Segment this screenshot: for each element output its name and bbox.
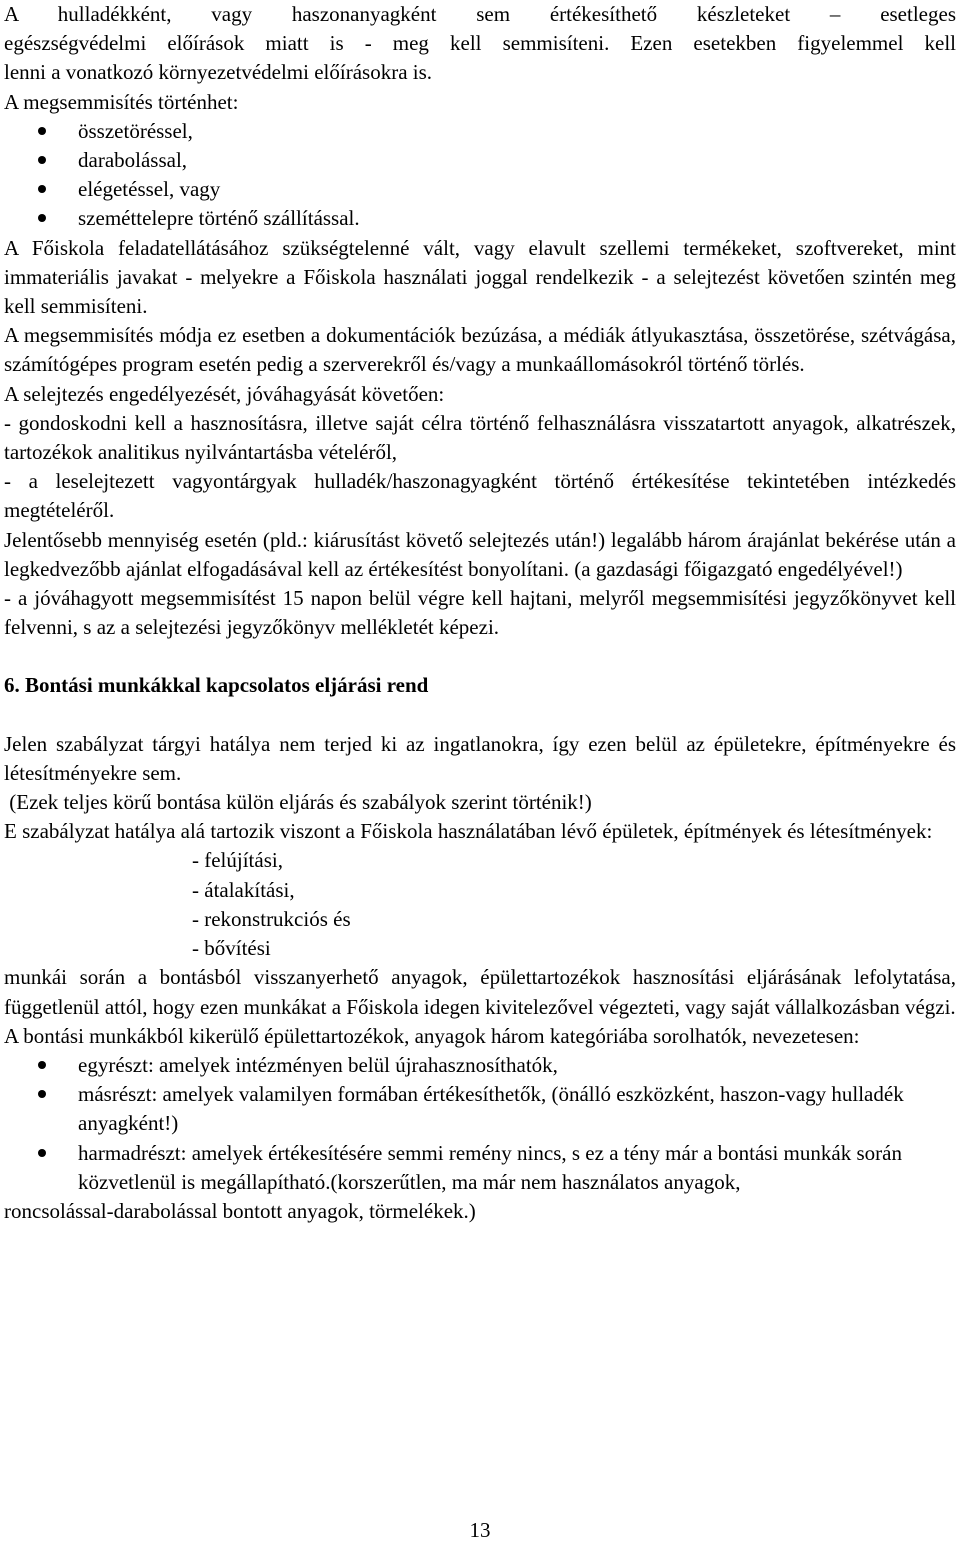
list-item: - bővítési [192,936,271,961]
paragraph-quotes: Jelentősebb mennyiség esetén (pld.: kiárusítást követő selejtezés után!) legalább három árajánlat bekérése után a legkedvezőbb ajánlat elfogadásával kell az értékesítést bonyolítani. (a gazdasági főigazgató engedélyével!) [4,527,956,581]
paragraph-destruction-mode: A megsemmisítés módja ez esetben a dokumentációk bezúzása, a médiák átlyukasztása, összetörése, szétvágása, számítógépes program esetén pedig a szerverekről és/vagy a munkaállomásokról történő törlés. [4,323,956,377]
paragraph-after-approval: A selejtezés engedélyezését, jóváhagyását követően: [4,381,445,406]
works-list [4,846,956,963]
paragraph-demolished-materials: roncsolással-darabolással bontott anyagok, törmelékek.) [4,1198,476,1223]
bullet-icon [38,185,46,193]
section-heading: 6. Bontási munkákkal kapcsolatos eljárási rend [4,673,429,698]
list-item: - rekonstrukciós és [192,906,351,931]
list-item: - felújítási, [192,848,283,873]
paragraph-categories-intro: A bontási munkákból kikerülő épülettartozékok, anyagok három kategóriába sorolhatók, nevezetesen: [4,1023,860,1048]
text-line: lenni a vonatkozó környezetvédelmi előírásokra is. [4,60,433,85]
list-item: összetöréssel, [4,117,956,146]
document-page [4,0,956,1226]
paragraph-scope-applies: E szabályzat hatálya alá tartozik viszont a Főiskola használatában lévő épületek, építmények és létesítmények: [4,819,933,844]
list-item: egyrészt: amelyek intézményen belül újrahasznosíthatók, [4,1051,926,1080]
bullet-icon [38,214,46,222]
bullet-icon [38,156,46,164]
bullet-icon [38,1090,46,1098]
bullet-icon [38,1061,46,1069]
paragraph-scope: Jelen szabályzat tárgyi hatálya nem terjed ki az ingatlanokra, így ezen belül az épületekre, építményekre és létesítményekre sem. [4,731,956,785]
paragraph-execution: - a jóváhagyott megsemmisítést 15 napon belül végre kell hajtani, melyről megsemmisítési jegyzőkönyvet kell felvenni, s az a selejtezési jegyzőkönyv mellékletét képezi. [4,586,956,640]
list-item: - átalakítási, [192,877,295,902]
paragraph-recovery: munkái során a bontásból visszanyerhető anyagok, épülettartozékok hasznosítási eljárásának lefolytatása, függetlenül attól, hogy ezen munkákat a Főiskola idegen kivitelezővel végezteti, vagy saját vállalkozásban végzi. [4,965,956,1019]
destruction-methods-list [4,117,956,234]
page-number: 13 [469,1518,491,1542]
text-line: A hulladékként, vagy haszonanyagként sem értékesíthető készleteket – esetleges [4,2,956,26]
list-item: szeméttelepre történő szállítással. [4,204,956,233]
paragraph-destruction-methods-intro: A megsemmisítés történhet: [4,89,239,114]
paragraph-disposal-intro [4,0,956,88]
categories-list [4,1051,956,1197]
text-line: egészségvédelmi előírások miatt is - meg kell semmisíteni. Ezen esetekben figyelemmel kell [4,31,956,56]
bullet-icon [38,1149,46,1157]
list-item: harmadrészt: amelyek értékesítésére semmi remény nincs, s ez a tény már a bontási munkák során közvetlenül is megállapítható.(korszerűtlen, ma már nem használatos anyagok, [4,1139,926,1197]
list-item: darabolással, [4,146,956,175]
list-item: másrészt: amelyek valamilyen formában értékesíthetők, (önálló eszközként, haszon-vagy hulladék anyagként!) [4,1080,926,1138]
bullet-icon [38,127,46,135]
list-item: elégetéssel, vagy [4,175,956,204]
paragraph-demolition-note: (Ezek teljes körű bontása külön eljárás és szabályok szerint történik!) [4,790,592,815]
paragraph-recording: - gondoskodni kell a hasznosításra, illetve saját célra történő felhasználásra visszatartott anyagok, alkatrészek, tartozékok analitikus nyilvántartásba vételéről, [4,410,956,465]
paragraph-sale-measures: - a leselejtezett vagyontárgyak hulladék/haszonagyagként történő értékesítése tekintetében intézkedés megtételéről. [4,469,956,523]
paragraph-intangible-assets: A Főiskola feladatellátásához szükségtelenné vált, vagy elavult szellemi termékeket, szoftvereket, mint immateriális javakat - melyekre a Főiskola használati joggal rendelkezik - a selejtezést követően szintén meg kell semmisíteni. [4,235,956,319]
